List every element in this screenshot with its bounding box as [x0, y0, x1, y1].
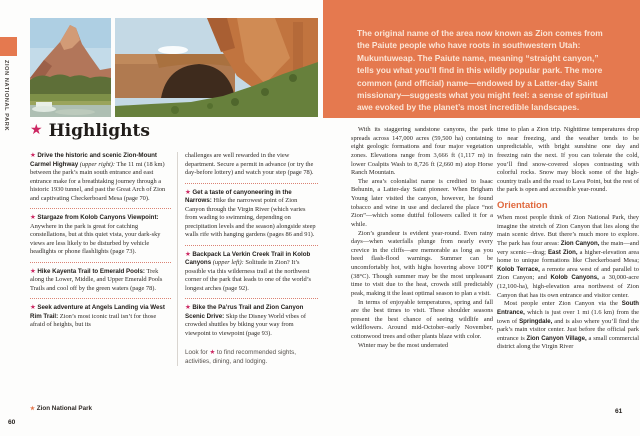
article-paragraph [497, 126, 639, 195]
highlight-continuation [185, 152, 318, 178]
bold-place-name: Zion Canyon, [560, 239, 600, 247]
article-column-2 [497, 126, 639, 352]
paragraph-text: With its staggering sandstone canyons, the park spreads across 147,000 acres (59,500 ha) containing eight geologic formations and four major vegetation zones. Elevations range from 3,666 ft (1,117 m) in lower Coalpits Wash to 8,726 ft (2,660 m) atop Horse Ranch Mountain. [351, 126, 493, 177]
article-paragraph [351, 342, 493, 351]
orientation-heading: Orientation [497, 200, 548, 211]
caption-star-icon: ★ [30, 406, 36, 412]
paragraph-text: Zion’s grandeur is evident year-round. Even rainy days—when waterfalls plunge from nearly every crevice in the cliffs—are memorable as long as you heed flash-flood warnings. Summer can be uncomfortably hot, with highs hovering above 100°F (38°C). Though summer may be the most unpleasant time to visit due to the heat, crowds still predictably peak, making it the least optimal season to plan a visit. [351, 229, 493, 297]
paragraph-text: The area’s colonialist name is credited to Isaac Behunin, a Latter-day Saint pioneer. When Brigham Young later visited the canyon, however, he found tobacco and wine in use and declared the place “not Zion”—which some dutiful followers called it for a while. [351, 177, 493, 228]
highlight-star-icon: ★ [185, 304, 193, 311]
left-page-number: 60 [8, 419, 16, 426]
bold-place-name: South Entrance, [497, 300, 639, 316]
photo2-illustration [115, 18, 318, 117]
paragraph-text: When most people think of Zion National Park, they imagine the stretch of Zion Canyon that lies along the main scenic drive. But there’s much more to explore. The park has four areas: [497, 214, 639, 247]
highlight-item-title: Get a taste of canyoneering in the Narrows: [185, 188, 292, 204]
paragraph-text: the main—and very scenic—drag; [497, 239, 639, 256]
bold-place-name: Springdale, [519, 317, 553, 325]
paragraph-text: a higher-elevation area home to unique formations like Checkerboard Mesa; [497, 248, 639, 265]
highlights-heading [30, 121, 150, 141]
zion-peak-waterfall-photo [30, 18, 111, 117]
highlight-item-note: (upper right): [78, 160, 116, 168]
highlight-item-title: Bike the Pa’rus Trail and Zion Canyon Scenic Drive: [185, 304, 304, 320]
article-paragraph [497, 300, 639, 352]
paragraph-text: time to plan a Zion trip. Nighttime temperatures drop to near freezing, and the weather tends to be unpredictable, with bright sunshine one day and freezing rain the next. If you can tolerate the cold, you’ll find snow-covered slopes contrasting with colorful rocks. Snow may block some of the high-country trails and the road to Lava Point, but the rest of the park is open and accessible year-round. [497, 126, 639, 194]
highlight-item [30, 208, 171, 257]
legend-star-icon: ★ [209, 349, 216, 356]
highlight-item-body: Zion’s most iconic trail isn’t for those afraid of heights, but its [30, 312, 157, 328]
highlights-star-icon: ★ [30, 123, 43, 138]
bold-place-name: Zion Canyon Village, [526, 334, 587, 342]
bold-place-name: Kolob Terrace, [497, 265, 540, 273]
right-page-number: 61 [615, 408, 623, 415]
paragraph-text: a small commercial district along the Virgin River [497, 334, 639, 351]
paragraph-text: a remote area west of and parallel to Zion Canyon; and [497, 265, 639, 282]
highlight-item [30, 262, 171, 294]
paragraph-text: Most people enter Zion Canyon via the [504, 300, 622, 308]
article-paragraph [497, 214, 639, 300]
highlight-item-body: The 11 mi (18 km) between the park’s main south entrance and east entrance make for a breathtaking journey through a historic 1930 tunnel, and past the Great Arch of Zion and captivating Checkerboard Mesa (page 70). [30, 160, 166, 202]
bold-place-name: East Zion, [547, 248, 578, 256]
highlight-item-title: Backpack La Verkin Creek Trail in Kolob Canyons [185, 250, 311, 266]
highlights-legend [185, 349, 318, 366]
highlight-star-icon: ★ [185, 188, 193, 196]
highlights-columns [30, 152, 319, 366]
highlight-item [30, 298, 171, 330]
intro-callout-text: The original name of the area now known as Zion comes from the Paiute people who have roots in southwestern Utah: Mukuntuweap. The Paiute name, meaning “straight canyon,” tells you what you’ll find in this wildly popular park. The more common (and official) name—endowed by a Latter-day Saint missionary—suggests what you might feel: a sense of spiritual awe evoked by the planet’s most incredible landscapes. [357, 28, 608, 113]
highlight-star-icon: ★ [30, 152, 38, 159]
legend-text: Look for [185, 349, 210, 356]
highlight-star-icon: ★ [30, 214, 38, 221]
article-paragraph [351, 299, 493, 342]
article-body [351, 126, 639, 352]
highlight-item-body: challenges are well rewarded in the view department. Secure a permit in advance (or try the day-before lottery) and watch your step (page 78). [185, 152, 314, 176]
paragraph-text: Winter may be the most underrated [358, 341, 449, 349]
highlight-item-note: (upper left): [211, 259, 244, 266]
highlights-column-2 [177, 152, 318, 366]
highlight-item-body: Anywhere in the park is great for catching constellations, but at this quiet vista, your dark-sky views are less likely to be disturbed by vehicle headlights or phone flashlights (page 73). [30, 222, 161, 255]
highlight-item-body: Skip the Disney World vibes of crowded shuttles by biking your way from viewpoint to viewpoint (page 93). [185, 312, 306, 337]
paragraph-text: which is just over 1 mi (1.6 km) from the town of [497, 308, 639, 325]
highlight-item-body: Solitude in Zion? It’s possible via this wilderness trail at the northwest corner of the park that leads to one of the world’s longest arches (page 92). [185, 259, 311, 292]
bold-place-name: Kolob Canyons, [550, 274, 599, 282]
intro-callout-box [323, 0, 640, 118]
article-paragraph [351, 126, 493, 178]
chapter-tab-label: ZION NATIONAL PARK [3, 60, 9, 132]
article-column-1 [351, 126, 493, 352]
highlight-item [185, 183, 318, 240]
highlight-star-icon: ★ [30, 267, 38, 275]
paragraph-text: a 30,000-acre (12,100-ha), high-elevation area northwest of Zion Canyon that has its own entrance and visitor center. [497, 274, 639, 299]
highlight-item-body: Hike the narrowest point of Zion Canyon through the Virgin River (which varies from wading to swimming, depending on precipitation levels and the season) alongside steep walls rife with hanging gardens (pages 86 and 91). [185, 197, 316, 238]
highlight-item-title: Drive the historic and scenic Zion-Mount Carmel Highway [30, 152, 157, 168]
highlights-title: Highlights [48, 121, 150, 141]
paragraph-text: and is also where you’ll find the park’s main visitor center. Just before the official park entrance is [497, 317, 639, 342]
article-paragraph [351, 178, 493, 230]
highlight-item-body: Trek along the Lower, Middle, and Upper Emerald Pools Trails and cool off by the green waters (page 78). [30, 267, 163, 292]
zion-canyon-alcove-photo [115, 18, 318, 117]
highlight-star-icon: ★ [30, 304, 38, 311]
page-footer-caption [30, 405, 92, 412]
legend-text: to find recommended sights, activities, dining, and lodging. [185, 349, 297, 365]
photo1-illustration [30, 18, 111, 117]
caption-text: Zion National Park [36, 405, 93, 412]
paragraph-text: In terms of enjoyable temperatures, spring and fall are the best times to visit. These shoulder seasons present the best chance of seeing wildlife and wildflowers. Around mid-October–early November, cottonwood trees and other plants blaze with color. [351, 298, 493, 340]
highlight-star-icon: ★ [185, 250, 193, 258]
highlight-item [30, 152, 171, 203]
highlights-column-1 [30, 152, 171, 366]
article-paragraph [351, 230, 493, 299]
highlight-item [185, 298, 318, 338]
highlight-item-title: Hike Kayenta Trail to Emerald Pools: [37, 267, 145, 275]
highlight-item [185, 245, 318, 294]
chapter-tab-square [0, 37, 17, 56]
highlight-item-title: Stargaze from Kolob Canyons Viewpoint: [37, 214, 159, 221]
highlight-item-title: Seek adventure at Angels Landing via West Rim Trail: [30, 304, 165, 320]
